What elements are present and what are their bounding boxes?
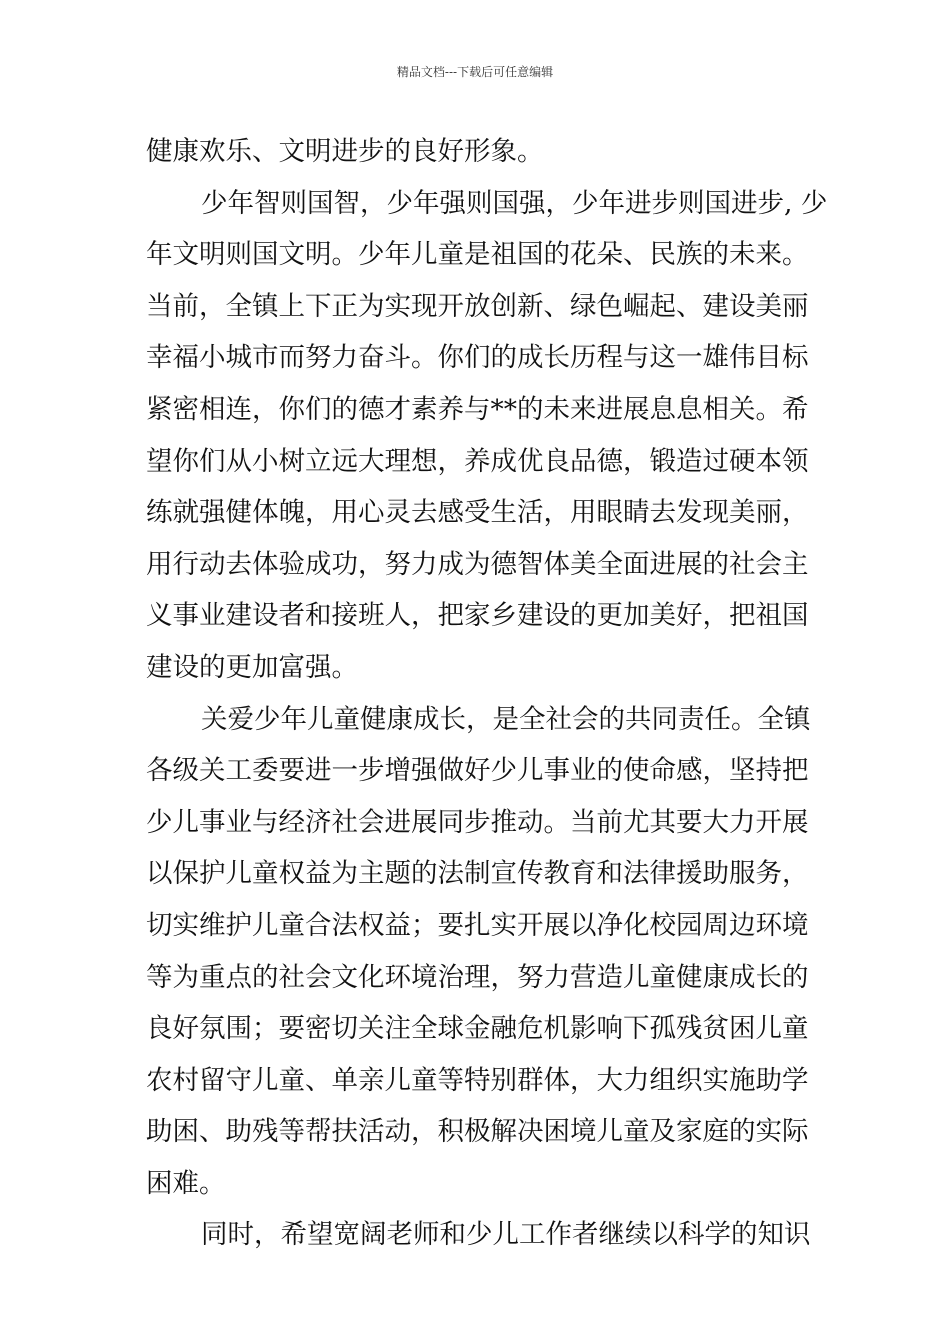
text-line: 以保护儿童权益为主题的法制宣传教育和法律援助服务，	[146, 858, 809, 890]
document-body	[146, 126, 828, 1261]
text-line: 建设的更加富强。	[146, 651, 358, 683]
text-line: 助困、助残等帮扶活动，积极解决困境儿童及家庭的实际	[146, 1116, 809, 1148]
text-line: 少年智则国智，少年强则国强，少年进步则国进步, 少	[201, 187, 828, 219]
text-line: 困难。	[146, 1167, 226, 1199]
text-line: 义事业建设者和接班人，把家乡建设的更加美好，把祖国	[146, 600, 809, 632]
text-line: 同时，希望宽阔老师和少儿工作者继续以科学的知识	[201, 1219, 811, 1251]
text-line: 关爱少年儿童健康成长，是全社会的共同责任。全镇	[201, 703, 811, 735]
text-line: 望你们从小树立远大理想，养成优良品德，锻造过硬本领	[146, 445, 809, 477]
text-line: 农村留守儿童、单亲儿童等特别群体，大力组织实施助学	[146, 1064, 809, 1096]
text-line: 练就强健体魄，用心灵去感受生活，用眼睛去发现美丽，	[146, 497, 809, 529]
text-line: 年文明则国文明。少年儿童是祖国的花朵、民族的未来。	[146, 239, 809, 271]
text-line: 幸福小城市而努力奋斗。你们的成长历程与这一雄伟目标	[146, 342, 809, 374]
text-line: 少儿事业与经济社会进展同步推动。当前尤其要大力开展	[146, 806, 809, 838]
text-line: 良好氛围；要密切关注全球金融危机影响下孤残贫困儿童	[146, 1013, 809, 1045]
text-line: 等为重点的社会文化环境治理，努力营造儿童健康成长的	[146, 961, 809, 993]
text-line: 各级关工委要进一步增强做好少儿事业的使命感，坚持把	[146, 755, 809, 787]
text-line: 切实维护儿童合法权益；要扎实开展以净化校园周边环境	[146, 909, 809, 941]
page-header: 精品文档---下载后可任意编辑	[396, 65, 554, 79]
text-line: 健康欢乐、文明进步的良好形象。	[146, 136, 544, 167]
text-line: 当前，全镇上下正为实现开放创新、绿色崛起、建设美丽	[146, 290, 809, 322]
text-line: 用行动去体验成功，努力成为德智体美全面进展的社会主	[146, 548, 809, 580]
text-line: 紧密相连，你们的德才素养与**的未来进展息息相关。希	[146, 393, 809, 425]
